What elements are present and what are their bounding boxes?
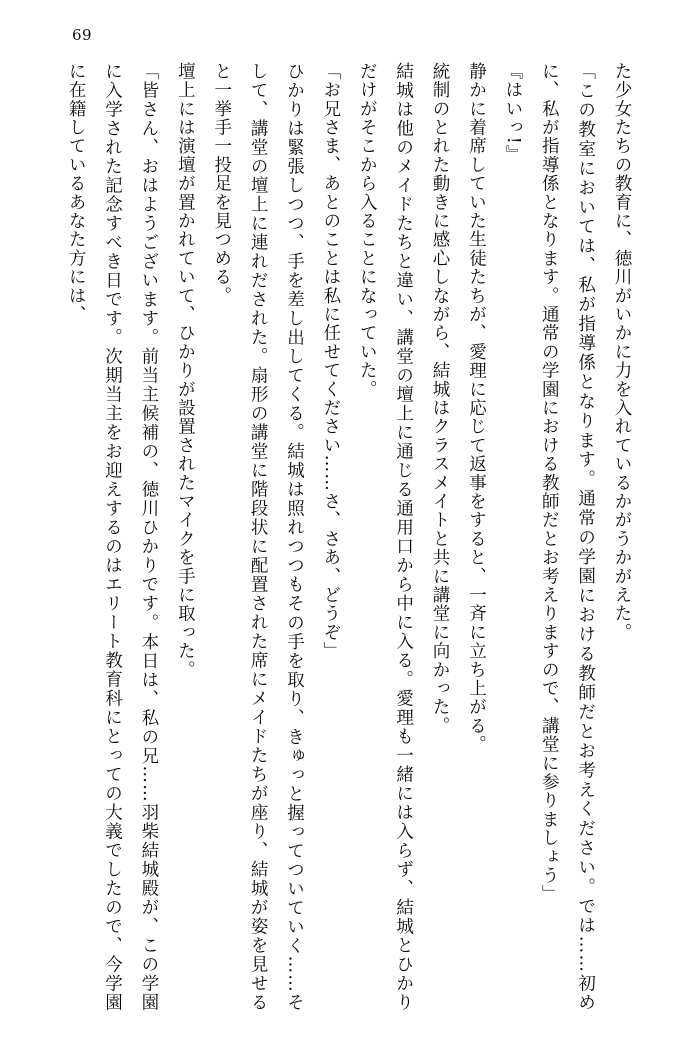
vertical-text-body [40, 62, 640, 1012]
paragraph: 静かに着席していた生徒たちが、愛理に応じて返事をすると、一斉に立ち上がる。 [466, 62, 487, 754]
paragraph: 「お兄さま、あとのことは私に任せてください……さ、さあ、どうぞ」 [320, 62, 341, 661]
paragraph: 統制のとれた動きに感心しながら、結城はクラスメイトと共に講堂に向かった。 [430, 62, 451, 736]
paragraph: 壇上には演壇が置かれていて、ひかりが設置されたマイクを手に取った。 [175, 62, 196, 680]
paragraph: 結城は他のメイドたちと違い、講堂の壇上に通じる通用口から中に入る。愛理も一緒には入らず、結城とひかりだけがそこから入ることになっていた。 [357, 62, 414, 1012]
page-number: 69 [72, 26, 93, 44]
paragraph: 「皆さん、おはようございます。前当主候補の、徳川ひかりです。本日は、私の兄……羽柴結城殿が、この学園に入学された記念すべき日です。次期当主をお迎えするのはエリート教育科にとっての大義でしたので、今学園に在籍しているあなた方には、 [66, 62, 159, 1012]
paragraph: た少女たちの教育に、徳川がいかに力を入れているかがうかがえた。 [612, 62, 632, 642]
paragraph: 『はいっ!』 [502, 62, 523, 164]
paragraph: 「この教室においては、私が指導係となります。通常の学園における教師だとお考えください。では……初めに、私が指導係となります。通常の学園における教師だとお考えりますので、講堂に参りましょう」 [539, 62, 596, 1012]
paragraph: ひかりは緊張しつつ、手を差し出してくる。結城は照れつつもその手を取り、きゅっと握ってついていく……そして、講堂の壇上に連れだされた。扇形の講堂に階段状に配置された席にメイドたちが座り、結城が姿を見せると一挙手一投足を見つめる。 [211, 62, 305, 1012]
